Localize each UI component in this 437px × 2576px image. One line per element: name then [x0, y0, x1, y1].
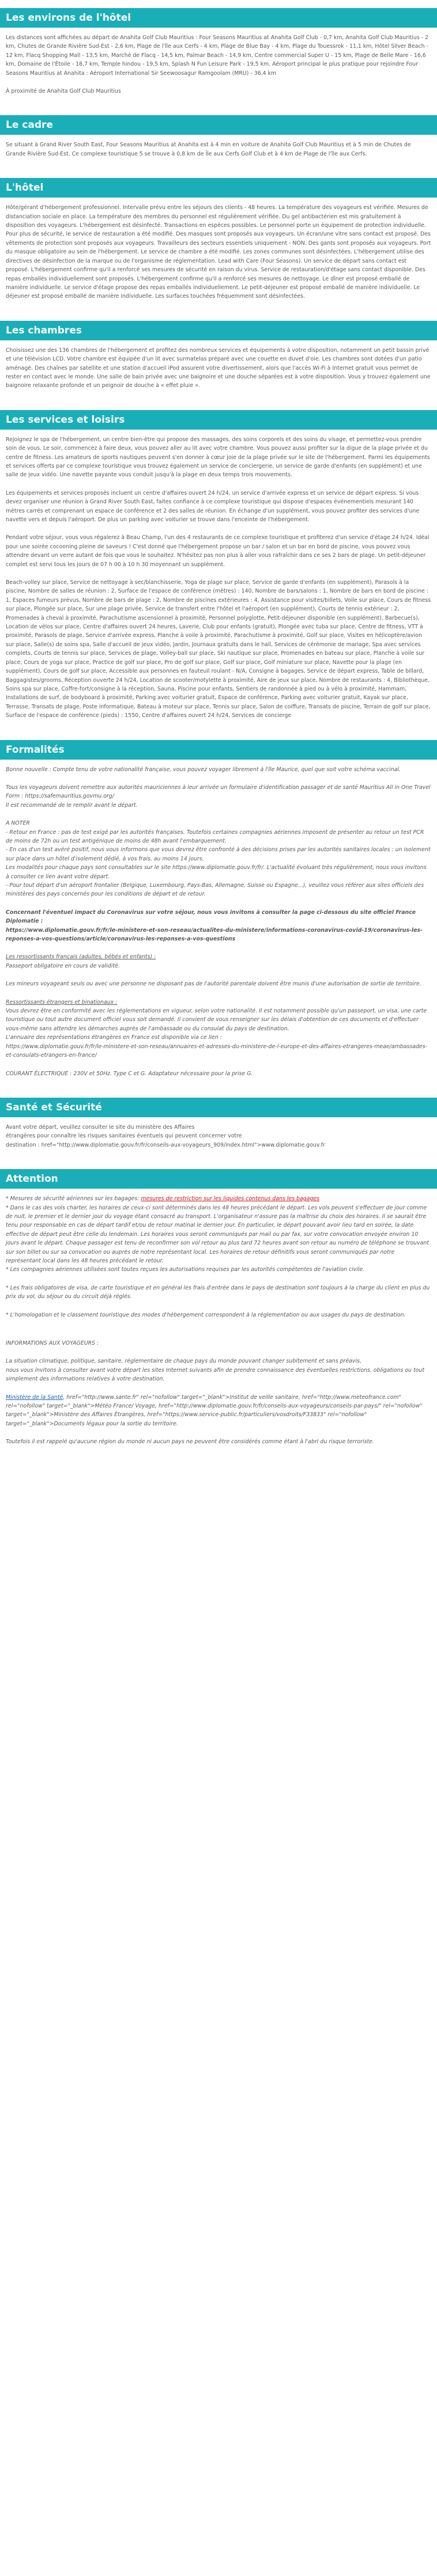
section-title-services: Les services et loisirs — [0, 410, 437, 430]
a-noter-modalites: Les modalités pour chaque pays sont consultables sur le site https://www.diplomatie.gouv.fr/fr/. L'actualité évoluant très régulièrement, nous vous invitons à consulter ce lien avant votre départ. — [6, 864, 427, 880]
a-noter-retour: - Retour en France : pas de test exigé par les autorités françaises. Toutefois certaines compagnies aériennes imposent de présenter au retour un test PCR de moins de 72h ou un test antigénique de moins de 48h avant l'embarquement. — [6, 829, 424, 844]
section-sante — [0, 1098, 437, 1161]
attention-liquides-link[interactable]: mesures de restriction sur les liquides contenus dans les bagages — [141, 1196, 320, 1202]
coronavirus-text: Concernant l'éventuel impact du Coronavirus sur votre séjour, nous vous invitons à consulter la page ci-dessous du site officiel France Diplomatie : — [6, 909, 416, 925]
attention-sites — [6, 1393, 431, 1429]
attention-items — [6, 1194, 431, 1274]
attention-terrorisme: Toutefois il est rappelé qu'aucune région du monde ni aucun pays ne peuvent être considérés comme étant à l'abri du risque terroriste. — [6, 1439, 374, 1446]
formalites-formulaire — [6, 783, 431, 810]
formalites-bonne-nouvelle: Bonne nouvelle : Compte tenu de votre nationalité française, vous pouvez voyager librement à l'île Maurice, quel que soit votre schéma vaccinal. — [6, 766, 401, 773]
section-title-sante: Santé et Sécurité — [0, 1098, 437, 1117]
formalites-coronavirus — [6, 908, 431, 944]
ressortissants-passeport: Passeport obligatoire en cours de validité. — [6, 962, 120, 969]
section-cadre — [0, 115, 437, 170]
formalites-etrangers — [6, 998, 431, 1060]
formalites-mineurs: Les mineurs voyageant seuls ou avec une personne ne disposant pas de l'autorité parentale doivent être munis d'une autorisation de sortie de territoire. — [6, 981, 421, 988]
info-situation: La situation climatique, politique, sanitaire, réglementaire de chaque pays du monde pouvant changer subitement et sans préavis, — [6, 1358, 361, 1365]
section-services — [0, 410, 437, 732]
sites-list: , href="http://www.sante.fr" rel="nofollow" target="_blank">Institut de veille sanitaire, href="http://www.meteofrance.com" rel="nofollow" target="_blank">Météo France/ Voyage, href="http://www.diplomatie.gouv.fr/fr/conseils-aux-voyageurs/conseils-par-pays/" rel="nofollow" target="_blank">Ministère des Affaires Étrangères, href="https://www.service-public.fr/particuliers/vosdroits/F33833" rel="nofollow" target="_blank">Documents légaux pour la sortie du territoire. — [6, 1394, 423, 1427]
formalites-formulaire-text: Tous les voyageurs doivent remettre aux autorités mauriciennes à leur arrivée un formulaire d'identification passager et de santé Mauritius All in One Travel Form : https://safemauritius.govmu.org/ — [6, 784, 431, 800]
hotel-text: Hôte/gérant d'hébergement professionnel. Intervalle prévu entre les séjours des clients - 48 heures. La température des voyageurs est vérifiée. Mesures de distanciation sociale en place. La température des membres du personnel est régulièrement vérifiée. Du gel antibactérien est mis gratuitement à disposition des voyageurs. L'hébergement est désinfecté. Transactions en espèces possibles. Le personnel porte un équipement de protection individuelle. Pour plus de sécurité, le service de restauration a été modifié. Des masques sont proposés aux voyageurs. Un écran/une vitre sans contact est proposé. Des vêtements de protection sont proposés aux voyageurs. Travailleurs des secteurs essentiels uniquement - NON. Des gants sont proposés aux voyageurs. Port du masque obligatoire au sein de l'hébergement. Le service de chambre a été modifié. Les zones communes sont désinfectées. L'hébergement utilise des directives de désinfection de la marque ou de l'organisme de réglementation. Lead with Care (Four Seasons). Un service de départ sans contact est proposé. L'hébergement confirme qu'il a renforcé ses mesures de sécurité en raison du virus. Service de restauration/d'étage sans contact disponible. Des repas emballés individuellement sont proposés. L'hébergement confirme qu'il a renforcé ses mesures de nettoyage. Le dîner est proposé emballé de manière individuelle. Le service d'étage propose des repas emballés individuellement. Le petit-déjeuner est proposé emballé de manière individuelle. Le déjeuner est proposé emballé de manière individuelle. Les surfaces touchées fréquemment sont désinfectées. — [6, 204, 431, 300]
attention-info-text — [6, 1357, 431, 1383]
etrangers-text: Vous devrez être en conformité avec les réglementations en vigueur, selon votre nationalité. Il est notamment possible qu'un passeport, un visa, une carte touristique ou tout autre document officiel vous soit demandé. Il convient de vous renseigner sur les délais d'obtention de ces documents et d'effectuer vous-même sans attendre les démarches auprès de l'ambassade ou du consulat du pays de destination. — [6, 1008, 427, 1032]
section-title-cadre: Le cadre — [0, 115, 437, 135]
attention-charter: * Dans le cas des vols charter, les horaires de ceux-ci sont déterminés dans les 48 heures précédant le départ. Les vols peuvent s'effectuer de jour comme de nuit, le premier et le dernier jour du voyage étant consacré au transport. L'organisateur n'assure pas la maîtrise du choix des horaires. Il se saurait être tenu pour responsable en cas de départ tardif et/ou de retour matinal le dernier jour. En particulier, le départ pouvant avoir lieu tard en soirée, la date effective de départ peut être celle du lendemain. Les horaires vous seront communiqués par mail ou par fax, sur votre convocation envoyée environ 10 jours avant le départ. Chaque passager est tenu de reconfirmer son vol retour au plus tard 72 heures avant son retour au numéro de téléphone se trouvant sur son billet ou sur sa convocation ou auprès de notre représentant local. Les horaires de retour définitifs vous seront communiqués par notre représentant local dans les 48 heures précédant le retour. — [6, 1204, 430, 1264]
formalites-formulaire-note: Il est recommandé de le remplir avant le départ. — [6, 802, 138, 809]
etrangers-title: Ressortissants étrangers et binationaux : — [6, 999, 118, 1006]
ressortissants-title: Les ressortissants français (adultes, bébés et enfants) : — [6, 954, 156, 961]
formalites-courant: COURANT ÉLECTRIQUE : 230V et 50Hz. Type C et G. Adaptateur nécessaire pour la prise G. — [6, 1070, 253, 1077]
section-title-attention: Attention — [0, 1169, 437, 1189]
section-formalites — [0, 740, 437, 1090]
chambres-text: Choisissez une des 136 chambres de l'hébergement et profitez des nombreux services et équipements à votre disposition, notamment un petit bassin privé et une télévision LCD. Votre chambre est équipée d'un lit avec surmatelas préparé avec une couette en duvet d'oie. Les chambres sont dotées d'un patio aménagé. Des chaînes par satellite et une station d'accueil iPod assurent votre divertissement, alors que l'accès Wi-Fi à Internet gratuit vous permet de rester en contact avec le monde. Une salle de bain privée avec une baignoire et une douche séparées est à votre disposition. Vous y trouvez également une baignoire relaxante profonde et un peignoir de douche à « effet pluie ». — [6, 347, 431, 389]
formalites-ressortissants — [6, 953, 431, 970]
attention-info-title: INFORMATIONS AUX VOYAGEURS : — [6, 1340, 99, 1346]
section-title-chambres: Les chambres — [0, 321, 437, 340]
section-attention — [0, 1169, 437, 1458]
a-noter-title: A NOTER — [6, 820, 30, 827]
formalites-a-noter — [6, 819, 431, 899]
attention-frais: * Les frais obligatoires de visa, de carte touristique et en général les frais d'entrée dans le pays de destination sont toujours à la charge du client en plus du prix du vol, du séjour ou du circuit déjà réglés. — [6, 1284, 430, 1300]
section-chambres — [0, 321, 437, 402]
sante-line-1: Avant votre départ, veuillez consulter le site du ministère des Affaires — [6, 1124, 195, 1130]
etrangers-annuaire: L'annuaire des représentations étrangères en France est disponible via ce lien : — [6, 1034, 222, 1041]
etrangers-link[interactable]: https://www.diplomatie.gouv.fr/fr/le-ministere-et-son-reseau/annuaires-et-adresses-du-ministere-de-l-europe-et-des-affaires-etrangeres-meae/ambassades-et-consulats-etrangers-en-france/ — [6, 1043, 427, 1059]
environs-distances: Les distances sont affichées au départ de Anahita Golf Club Mauritius : Four Seasons Mauritius at Anahita Golf Club - 0,7 km, Anahita Golf Club Mauritius - 2 km, Chutes de Grande Rivière Sud-Est - 2,6 km, Plage de l'île aux Cerfs - 4 km, Plage de Blue Bay - 4 km, Plage du Touessrok - 11,1 km, Hôtel Silver Beach - 12 km, Flacq Shopping Mall - 13,5 km, Marché de Flacq - 14,5 km, Palmar Beach - 14,9 km, Centre commercial Super U - 15 km, Plage de Belle Mare - 16,6 km, Domaine de l'Étoile - 18,7 km, Temple hindou - 19,5 km, Splash N Fun Leisure Park - 19,5 km. Aéroport principal le plus pratique pour rejoindre Four Seasons Mauritius at Anahita : Aéroport International Sir Seewoosagur Ramgoolam (MRU) - 36,4 km — [6, 35, 429, 77]
services-affaires: Les équipements et services proposés incluent un centre d'affaires ouvert 24 h/24, un service d'arrivée express et un service de départ express. Si vous devez organiser une réunion à Grand River South East, faites confiance à ce complexe touristique qui dispose d'espaces événementiels mesurant 140 mètres carrés et comprenant un espace de conférence et 2 des salles de réunion. En échange d'un supplément, vous pouvez profiter des services d'une navette vers et depuis l'aéroport. De plus un parking avec voiturier se trouve dans l'enceinte de l'hébergement. — [6, 490, 420, 523]
attention-homologation: * L'homologation et le classement touristique des modes d'hébergement correspondent à la réglementation ou aux usages du pays de destination. — [6, 1311, 406, 1318]
section-hotel — [0, 178, 437, 312]
section-title-environs: Les environs de l'hôtel — [0, 8, 437, 28]
ministere-sante-link[interactable]: Ministère de la Santé — [6, 1394, 63, 1401]
sante-line-2: étrangères pour connaître les risques sanitaires éventuels qui peuvent concerner votre — [6, 1133, 242, 1140]
a-noter-test-positif: - En cas d'un test avéré positif, nous vous informons que vous devrez être confronté à des décisions prises par les autorités sanitaires locales : un isolement sur place dans un hôtel d'isolement dédié, à vos frais, au moins 14 jours. — [6, 847, 431, 862]
services-liste: Beach-volley sur place, Service de nettoyage à sec/blanchisserie, Yoga de plage sur place, Service de garde d'enfants (en supplément), Parasols à la piscine, Nombre de salles de réunion : 2, Surface de l'espace de conférence (mètres) : 140, Nombre de bars/salons : 1, Nombre de bars en bord de piscine : 1, Espaces fumeurs prévus, Nombre de bars de plage : 2, Nombre de piscines extérieures : 4, Assistance pour visites/billets, Voile sur place, Cours de fitness sur place, Plongée sur place, Sur une plage privée, Service de transfert entre l'hôtel et l'aéroport (en supplément), Courts de tennis extérieur : 2, Promenades à cheval à proximité, Parachutisme ascensionnel à proximité, Personnel polyglotte, Petit-déjeuner disponible (en supplément), Barbecue(s), Location de vélos sur place, Centre d'affaires ouvert 24 heures, Laverie, Club pour enfants (gratuit), Plongée avec tuba sur place, Centre de fitness, VTT à proximité, Parasols de plage, Service d'arrivée express, Planche à voile à proximité, Parachutisme à proximité, Golf sur place, Visites en hélicoptère/avion sur place, Salle(s) de soins spa, Salle d'accueil de jeux vidéo, Jardin, Journaux gratuits dans le hall, Services de cérémonie de mariage, Spa avec services complets, Courts de tennis sur place, Services de plage, Volley-ball sur place, Ski nautique sur place, Promenades en bateau sur place, Planche à voile sur place, Cours de yoga sur place, Practice de golf sur place, Pro de golf sur place, Golf sur place, Golf miniature sur place, Navette pour la plage (en supplément), Cours de golf sur place, Accessible aux personnes en fauteuil roulant - N/A, Consigne à bagages, Service de départ express, Table de billard, Baggagistes/grooms, Réception ouverte 24 h/24, Location de scooter/motylette à proximité, Aire de jeux sur place, Nombre de restaurants : 4, Bibliothèque, Soins spa sur place, Coffre-fort/consigne à la réception, Sauna, Piscine pour enfants, Sentiers de randonnée à pied ou à vélo à proximité, Hammam, Installations de surf, de bodyboard à proximité, Parking avec voiturier gratuit, Espace de conférence, Parking avec voiturier gratuit, Kayak sur place, Terrasse, Transats de plage, Poste informatique, Bateau à moteur sur place, Tennis sur place, Salon de coiffure, Transats de piscine, Terrain de golf sur place, Surface de l'espace de conférence (pieds) : 1550, Centre d'affaires ouvert 24 h/24, Services de concierge — [6, 579, 431, 719]
coronavirus-link[interactable]: https://www.diplomatie.gouv.fr/fr/le-ministere-et-son-reseau/actualites-du-ministere/informations-coronavirus-covid-19/coronavirus-les-reponses-a-vos-questions/article/coronavirus-les-reponses-a-vos-questions — [6, 927, 423, 943]
a-noter-frontalier: - Pour tout départ d'un aéroport frontalier (Belgique, Luxembourg, Pays-Bas, Allemagne, Suisse ou Espagne...), veuillez vous référer aux sites officiels des ministères des pays concernés pour les conditions de départ et de retour. — [6, 882, 424, 898]
services-spa: Rejoignez le spa de l'hébergement, un centre bien-être qui propose des massages, des soins corporels et des soins du visage, et permettez-vous prendre soin de vous. Le soir, commencez à faire deux, vous pouvez aller au lit avec votre chambre. Vous pouvez aussi profiter sur la digue de la plage privée et du centre de fitness. Les amateurs de sports nautiques peuvent s'en donner à cœur joie de la plage privée sur le site de l'hébergement. Parmi les équipements et services offerts par ce complexe touristique vous trouvez également un service de conciergerie, un service de garde d'enfants (en supplément) et une salle de jeux vidéo. Une navette payante vous conduit jusqu'à la plage en deux temps trois mouvements. — [6, 436, 430, 479]
info-invitation: nous vous invitons à consulter avant votre départ les sites Internet suivants afin de prendre connaissance des éventuelles restrictions, obligations ou tout simplement des informations relatives à votre destination. — [6, 1367, 424, 1383]
attention-bagages: * Mesures de sécurité aériennes sur les bagages: — [6, 1196, 141, 1202]
section-environs — [0, 8, 437, 107]
section-title-hotel: L'hôtel — [0, 178, 437, 198]
attention-compagnies: * Les compagnies aériennes utilisées sont toutes reçues les autorisations requises par les autorités compétentes de l'aviation civile. — [6, 1266, 365, 1273]
sante-line-3: destination : href="http://www.diplomatie.gouv.fr/fr/conseils-aux-voyageurs_909/index.html">www.diplomatie.gouv.fr — [6, 1141, 325, 1148]
cadre-text: Se situant à Grand River South East, Four Seasons Mauritius at Anahita est à 4 min en voiture de Anahita Golf Club Mauritius et à 5 min de Chutes de Grande Rivière Sud-Est. Ce complexe touristique 5 se trouve à 0,8 km de Île aux Cerfs Golf Club et à 4 km de Plage de l'île aux Cerfs. — [6, 142, 411, 157]
services-restauration: Pendant votre séjour, vous vous régalerez à Beau Champ, l'un des 4 restaurants de ce complexe touristique et profiterez d'un service d'étage 24 h/24. Idéal pour une soirée cocooning pleine de saveurs ! C'est donné que l'hébergement propose un bar / salon et un bar en bord de piscine, vous pouvez vous attendre devant un verre autant de fois que vous le souhaitez. N'hésitez pas non plus à aller vous rafraîchir dans ce ses 2 bars de plage. Un petit-déjeuner complet est servi tous les jours de 07 h 00 à 10 h 30 moyennant un supplément. — [6, 534, 430, 568]
section-title-formalites: Formalités — [0, 740, 437, 760]
sante-text — [6, 1123, 431, 1149]
environs-proximite: À proximité de Anahita Golf Club Mauritius — [6, 88, 121, 95]
